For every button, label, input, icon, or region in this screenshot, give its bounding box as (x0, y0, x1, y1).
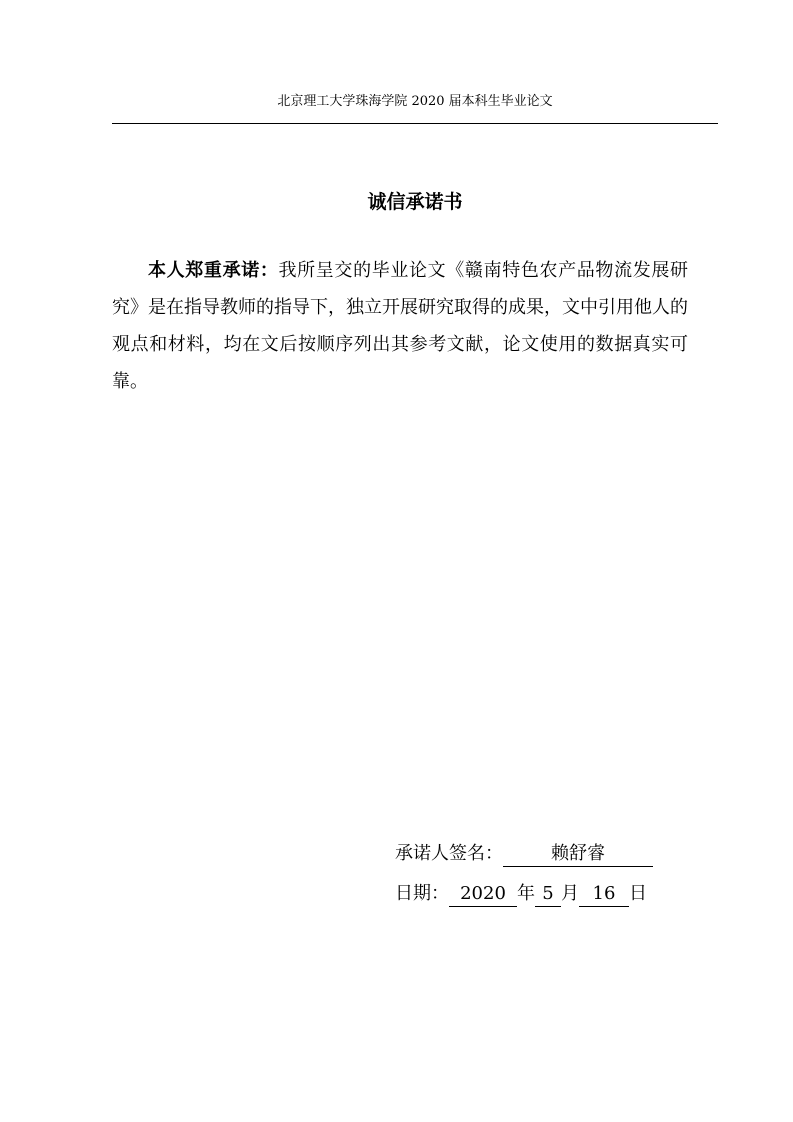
date-label: 日期： (395, 883, 449, 904)
signature-line (395, 840, 653, 868)
signature-label: 承诺人签名： (395, 843, 503, 864)
date-line (395, 880, 647, 908)
date-day: 16 (579, 883, 629, 907)
pledge-paragraph (112, 252, 688, 400)
date-month: 5 (535, 883, 561, 907)
pledge-lead: 本人郑重承诺： (148, 260, 279, 281)
date-year: 2020 (449, 883, 517, 907)
date-month-unit: 月 (561, 883, 579, 904)
date-year-unit: 年 (517, 883, 535, 904)
signature-name: 赖舒睿 (503, 843, 653, 867)
document-title: 诚信承诺书 (367, 191, 463, 213)
date-day-unit: 日 (629, 883, 647, 904)
page-header: 北京理工大学珠海学院 2020 届本科生毕业论文 (277, 94, 553, 109)
header-divider (112, 123, 718, 124)
pledge-text: 我所呈交的毕业论文《赣南特色农产品物流发展研究》是在指导教师的指导下，独立开展研究取得的成果，文中引用他人的观点和材料，均在文后按顺序列出其参考文献，论文使用的数据真实可靠。 (112, 260, 688, 392)
